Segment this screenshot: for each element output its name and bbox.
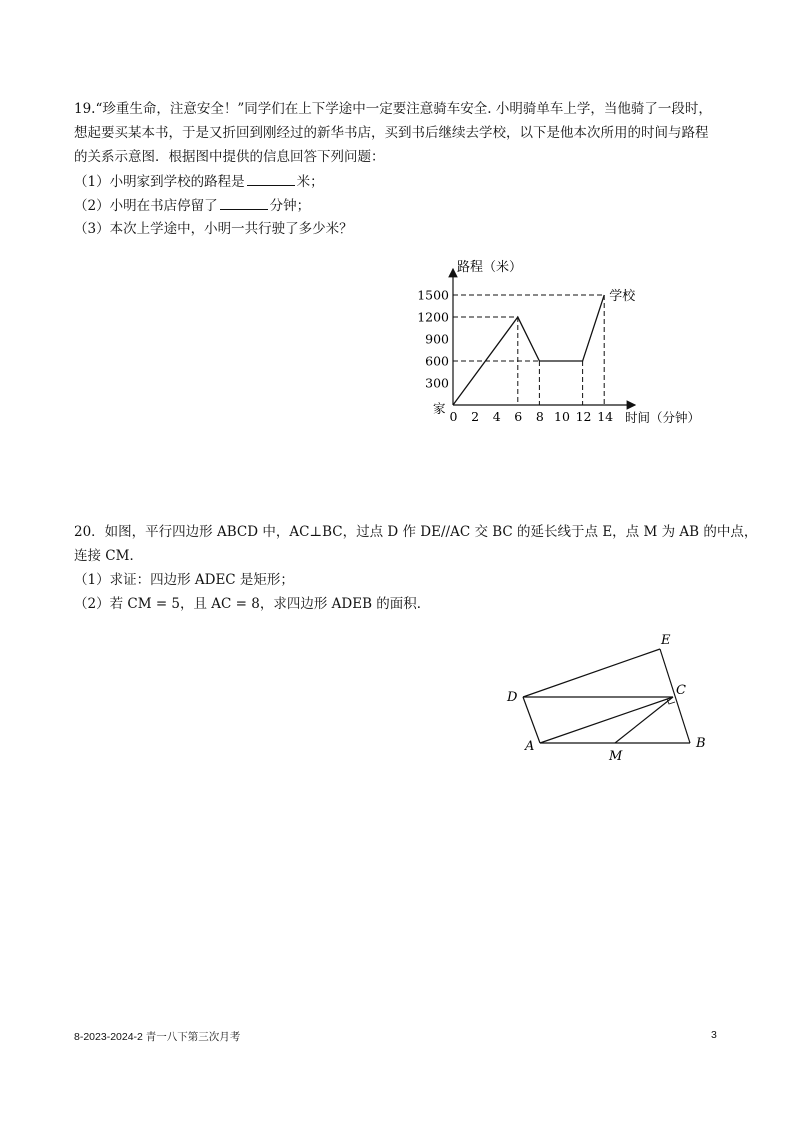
- segment-DE: [523, 649, 660, 697]
- y-tick-label: 300: [425, 375, 449, 391]
- x-tick-label: 10: [554, 409, 570, 424]
- point-label-C: C: [676, 683, 686, 698]
- x-axis-label: 时间（分钟）: [625, 410, 701, 425]
- q19-line-3: 的关系示意图．根据图中提供的信息回答下列问题：: [74, 149, 385, 165]
- q19-sub-3: （3）本次上学途中，小明一共行驶了多少米？: [74, 221, 353, 237]
- y-tick-label: 900: [425, 331, 449, 347]
- y-tick-label: 1200: [417, 309, 449, 325]
- distance-time-chart: [405, 255, 715, 435]
- point-label-A: A: [525, 739, 535, 754]
- q19-sub-1-unit: 米；: [296, 174, 324, 190]
- x-tick-label: 2: [471, 409, 480, 424]
- distance-series-line: [453, 295, 604, 405]
- x-tick-label: 12: [575, 409, 592, 424]
- x-tick-label: 14: [597, 409, 614, 424]
- q20-line-1: 20．如图，平行四边形 ABCD 中，AC⊥BC，过点 D 作 DE//AC 交 BC 的延长线于点 E，点 M 为 AB 的中点，: [74, 524, 758, 540]
- x-tick-label: 6: [514, 409, 523, 424]
- page-number: 3: [711, 1029, 717, 1041]
- answer-blank[interactable]: [220, 195, 268, 210]
- q19-sub-2: [74, 195, 310, 216]
- q20-sub-2: （2）若 CM = 5，且 AC = 8，求四边形 ADEB 的面积．: [74, 596, 431, 612]
- point-label-D: D: [507, 690, 518, 705]
- segment-DA: [523, 697, 540, 743]
- point-label-M: M: [609, 749, 623, 764]
- x-tick-label: 0: [449, 409, 458, 424]
- point-label-B: B: [696, 736, 706, 751]
- answer-blank[interactable]: [247, 171, 295, 186]
- y-axis-label: 路程（米）: [457, 260, 523, 275]
- q19-line-2: 想起要买某本书，于是又折回到刚经过的新华书店，买到书后继续去学校，以下是他本次所用的时间与路程: [74, 125, 709, 141]
- point-label-E: E: [661, 633, 671, 648]
- q20-sub-1: （1）求证：四边形 ADEC 是矩形；: [74, 572, 294, 588]
- y-tick-label: 1500: [417, 287, 449, 303]
- q19-sub-2-unit: 分钟；: [269, 198, 311, 214]
- segment-CM: [615, 697, 673, 743]
- q19-line-1: 19.“珍重生命，注意安全！”同学们在上下学途中一定要注意骑车安全. 小明骑单车上学，当他骑了一段时，: [74, 101, 712, 117]
- origin-label: 家: [433, 401, 446, 416]
- segment-AC: [540, 697, 673, 743]
- q19-sub-1-text: （1）小明家到学校的路程是: [74, 174, 245, 190]
- q20-line-2: 连接 CM．: [74, 548, 143, 564]
- y-tick-label: 600: [425, 353, 449, 369]
- right-angle-mark: [667, 699, 675, 704]
- q19-sub-1: [74, 171, 324, 192]
- footer-title: 8-2023-2024-2 青一八下第三次月考: [74, 1031, 241, 1043]
- parallelogram-figure: [500, 630, 720, 770]
- x-tick-label: 8: [535, 409, 544, 424]
- q19-sub-2-text: （2）小明在书店停留了: [74, 198, 218, 214]
- x-tick-label: 4: [492, 409, 501, 424]
- school-label: 学校: [609, 289, 636, 305]
